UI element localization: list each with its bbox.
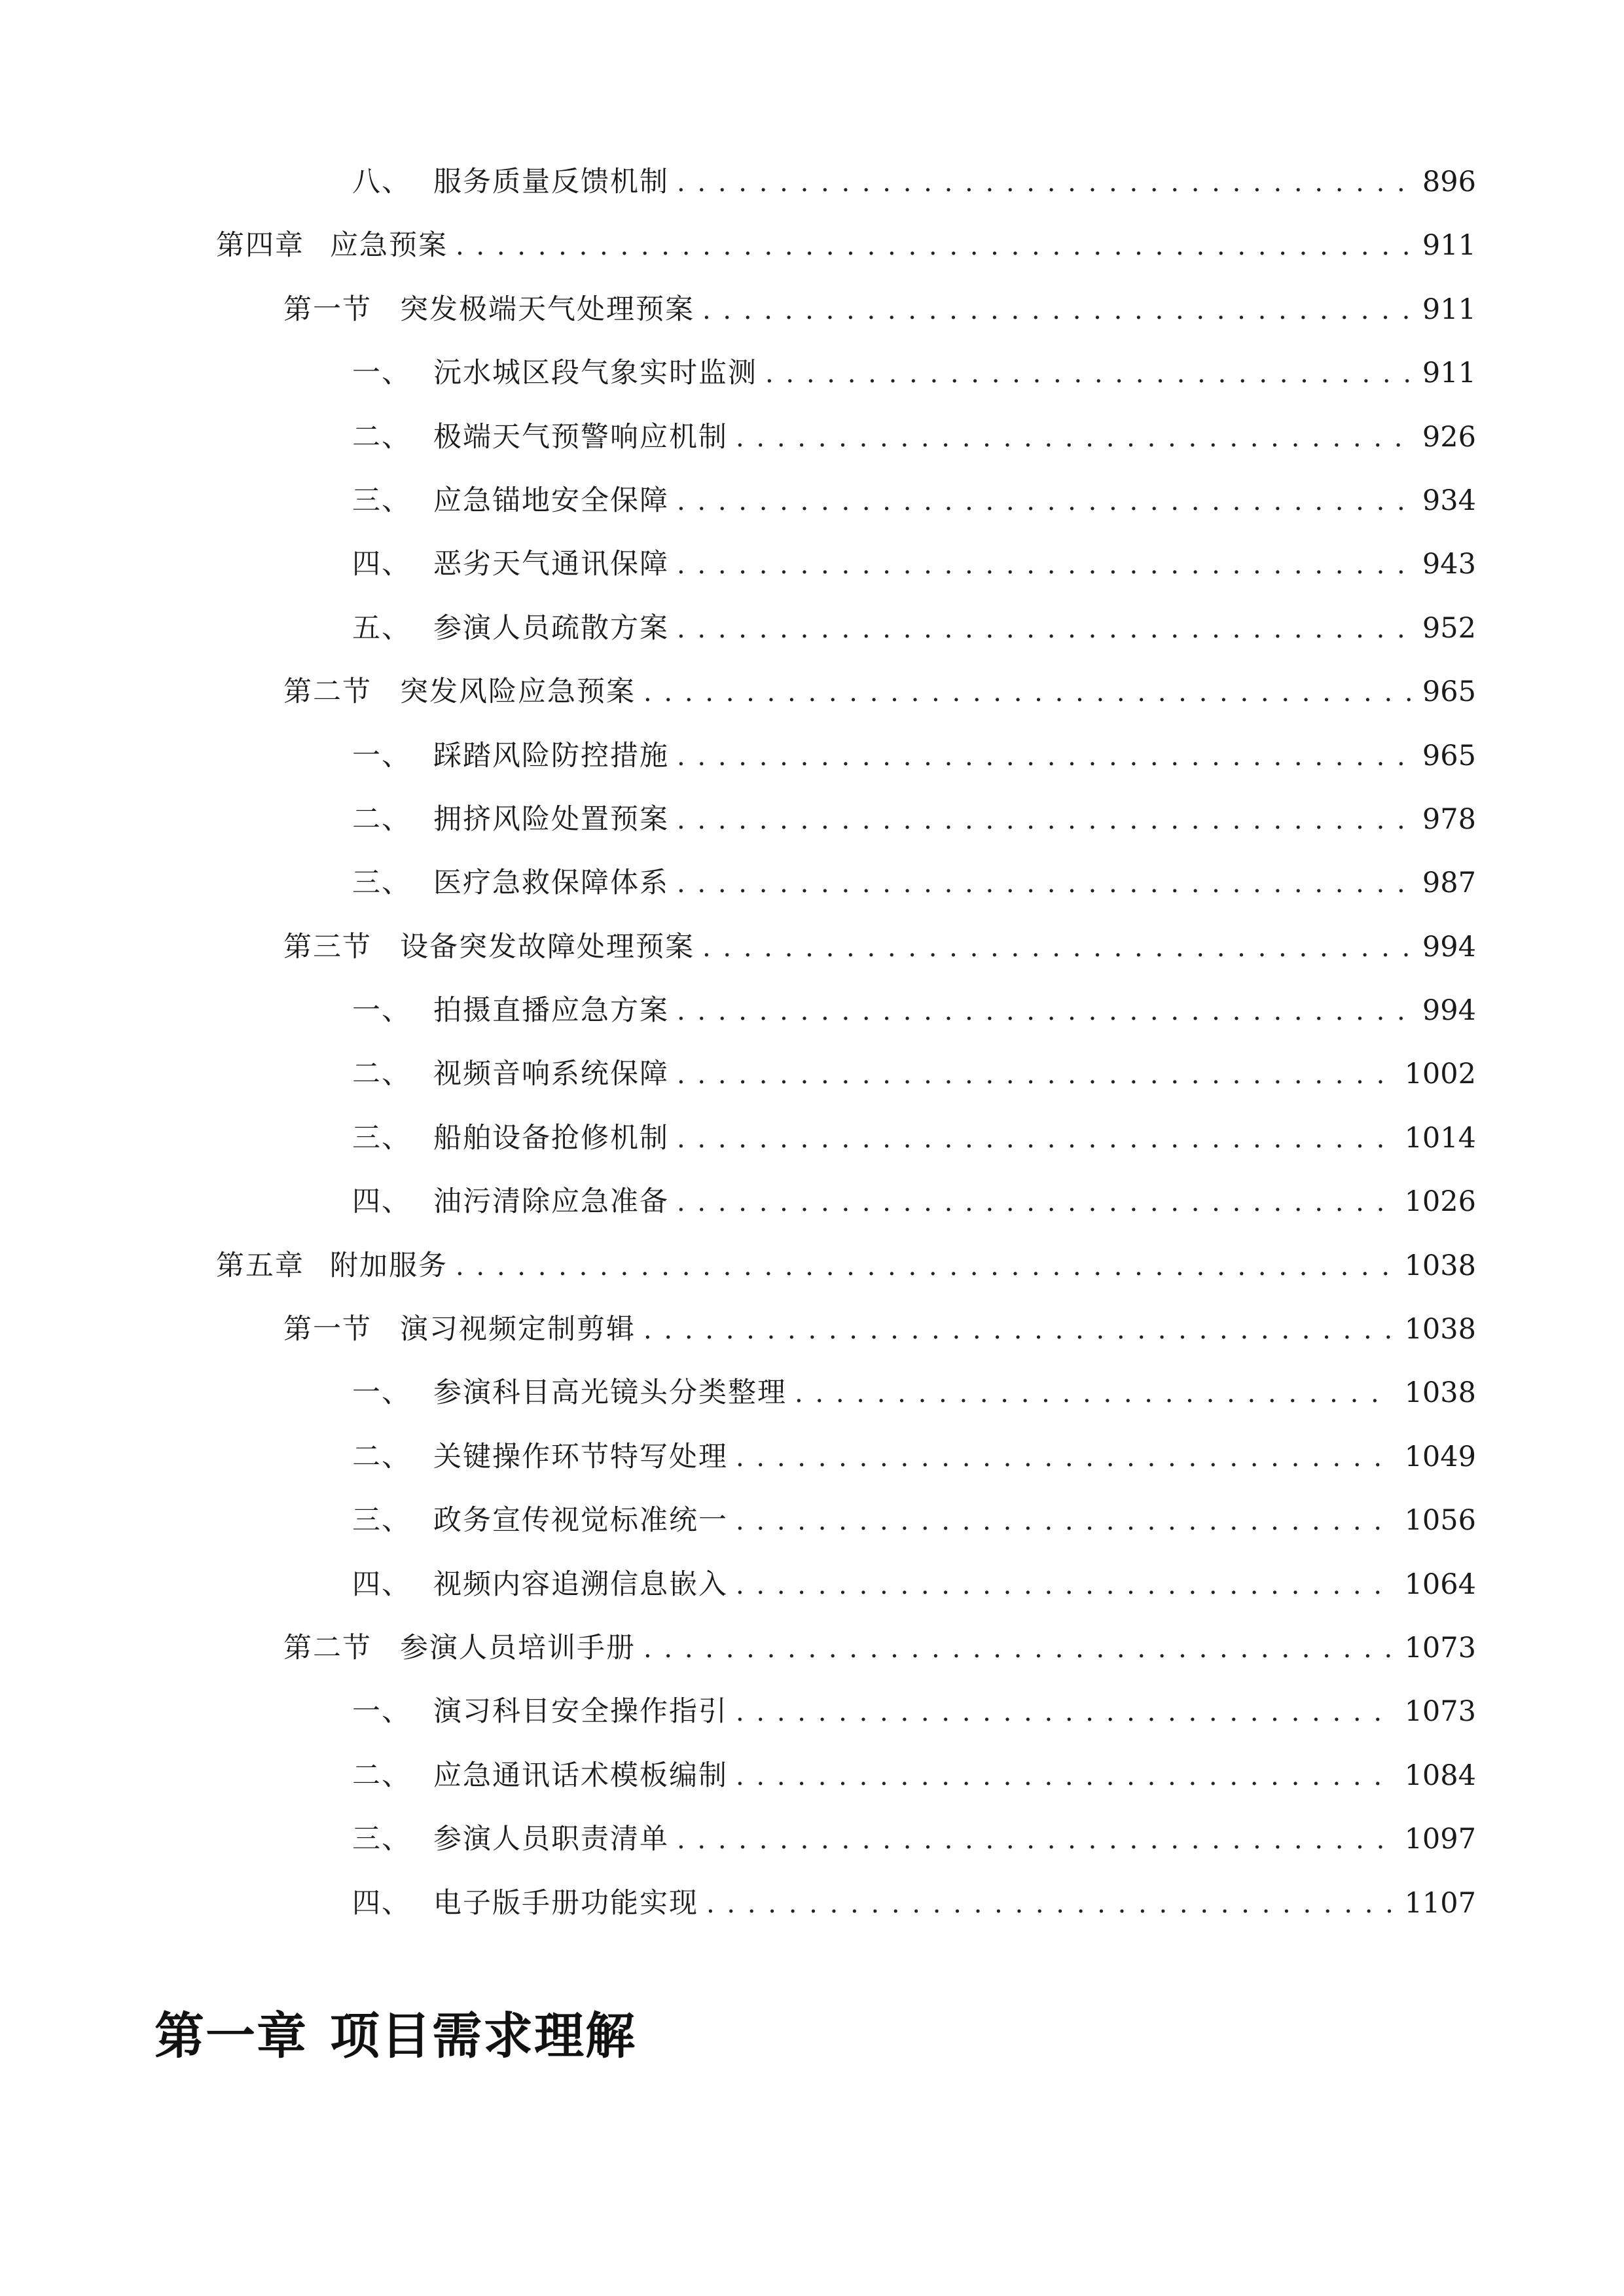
toc-entry-number: 二、 <box>352 420 411 454</box>
toc-page-number: 1038 <box>1404 1249 1476 1282</box>
toc-page-number: 1107 <box>1404 1886 1476 1920</box>
toc-entry-number: 四、 <box>352 1185 411 1219</box>
toc-entry[interactable] <box>216 342 1476 405</box>
toc-dot-leader <box>456 1235 1393 1299</box>
table-of-contents <box>216 151 1476 1935</box>
toc-entry-label <box>352 533 669 596</box>
toc-entry[interactable] <box>216 1553 1476 1617</box>
toc-entry-label <box>352 979 669 1043</box>
toc-entry-label <box>352 1680 728 1744</box>
chapter-heading-number: 第一章 <box>154 2007 308 2065</box>
toc-dot-leader <box>702 916 1411 980</box>
toc-entry-number: 第五章 <box>216 1249 304 1282</box>
toc-dot-leader <box>736 1490 1393 1553</box>
toc-page-number: 965 <box>1422 739 1476 772</box>
toc-entry-label <box>352 1043 669 1106</box>
toc-entry[interactable] <box>216 1808 1476 1871</box>
toc-entry-title: 突发极端天气处理预案 <box>400 293 695 326</box>
toc-entry-title: 踩踏风险防控措施 <box>433 739 669 772</box>
toc-entry[interactable] <box>216 1361 1476 1425</box>
toc-entry[interactable] <box>216 533 1476 596</box>
toc-dot-leader <box>795 1362 1393 1426</box>
chapter-heading <box>154 1996 636 2068</box>
toc-page-number: 926 <box>1422 420 1476 454</box>
toc-entry-label <box>352 597 669 660</box>
toc-page-number: 943 <box>1422 548 1476 581</box>
toc-entry[interactable] <box>216 1043 1476 1106</box>
toc-entry-label <box>352 852 669 915</box>
toc-entry-number: 第一节 <box>283 1313 372 1346</box>
toc-entry[interactable] <box>216 1170 1476 1234</box>
toc-entry-number: 二、 <box>352 1440 411 1473</box>
toc-entry-label <box>352 1872 698 1935</box>
toc-entry-label <box>352 1107 669 1170</box>
toc-dot-leader <box>677 533 1411 597</box>
toc-dot-leader <box>677 1171 1393 1234</box>
toc-entry-label <box>283 660 636 724</box>
toc-page-number: 1097 <box>1404 1823 1476 1856</box>
toc-entry[interactable] <box>216 214 1476 278</box>
toc-entry-title: 附加服务 <box>330 1249 448 1282</box>
toc-entry-title: 沅水城区段气象实时监测 <box>433 357 757 390</box>
toc-entry-number: 一、 <box>352 1695 411 1729</box>
toc-entry-label <box>352 1553 728 1617</box>
toc-entry[interactable] <box>216 1489 1476 1552</box>
toc-entry-number: 第二节 <box>283 1631 372 1664</box>
toc-page-number: 1084 <box>1404 1759 1476 1792</box>
toc-entry-label <box>283 1617 636 1680</box>
toc-entry-title: 政务宣传视觉标准统一 <box>433 1504 728 1537</box>
toc-entry[interactable] <box>216 597 1476 660</box>
toc-entry-title: 油污清除应急准备 <box>433 1185 669 1219</box>
toc-entry[interactable] <box>216 725 1476 788</box>
toc-entry-label <box>352 725 669 788</box>
toc-entry[interactable] <box>216 469 1476 533</box>
toc-entry-label <box>216 1234 448 1298</box>
toc-entry[interactable] <box>216 916 1476 979</box>
toc-entry-title: 服务质量反馈机制 <box>433 166 669 198</box>
toc-entry-label <box>352 1489 728 1552</box>
toc-page-number: 1064 <box>1404 1568 1476 1601</box>
toc-entry-title: 参演人员培训手册 <box>400 1631 636 1664</box>
toc-entry-number: 四、 <box>352 548 411 581</box>
toc-page-number: 896 <box>1422 166 1476 198</box>
toc-entry-title: 恶劣天气通讯保障 <box>433 548 669 581</box>
toc-entry[interactable] <box>216 979 1476 1043</box>
toc-entry-number: 一、 <box>352 357 411 390</box>
toc-page-number: 994 <box>1422 930 1476 963</box>
toc-entry-number: 二、 <box>352 802 411 836</box>
toc-page-number: 952 <box>1422 611 1476 645</box>
toc-entry[interactable] <box>216 406 1476 469</box>
toc-page-number: 1049 <box>1404 1440 1476 1473</box>
toc-entry-number: 三、 <box>352 867 411 900</box>
toc-entry[interactable] <box>216 151 1476 214</box>
toc-entry-number: 二、 <box>352 1058 411 1091</box>
toc-entry-label <box>283 278 695 342</box>
toc-entry[interactable] <box>216 660 1476 724</box>
toc-dot-leader <box>736 1745 1393 1808</box>
toc-entry[interactable] <box>216 1744 1476 1808</box>
toc-page-number: 1002 <box>1404 1058 1476 1091</box>
toc-dot-leader <box>736 1554 1393 1617</box>
toc-page-number: 965 <box>1422 675 1476 709</box>
toc-entry-title: 参演人员职责清单 <box>433 1823 669 1856</box>
toc-entry-title: 视频音响系统保障 <box>433 1058 669 1091</box>
toc-page-number: 911 <box>1422 357 1476 390</box>
toc-entry-title: 拥挤风险处置预案 <box>433 802 669 836</box>
toc-entry-number: 三、 <box>352 1504 411 1537</box>
toc-page-number: 1038 <box>1404 1376 1476 1410</box>
toc-entry-label <box>352 406 728 469</box>
toc-entry[interactable] <box>216 1298 1476 1361</box>
toc-dot-leader <box>736 1681 1393 1744</box>
toc-dot-leader <box>643 1617 1393 1681</box>
toc-page-number: 1073 <box>1404 1631 1476 1664</box>
toc-entry-title: 演习视频定制剪辑 <box>400 1313 636 1346</box>
toc-entry-label <box>216 214 448 278</box>
toc-entry-number: 第三节 <box>283 930 372 963</box>
toc-entry-title: 突发风险应急预案 <box>400 675 636 709</box>
toc-dot-leader <box>736 406 1411 470</box>
toc-dot-leader <box>765 342 1411 406</box>
toc-entry-title: 极端天气预警响应机制 <box>433 420 728 454</box>
toc-entry-number: 二、 <box>352 1759 411 1792</box>
toc-page-number: 1026 <box>1404 1185 1476 1219</box>
toc-dot-leader <box>643 661 1411 725</box>
toc-page-number: 994 <box>1422 994 1476 1028</box>
toc-entry-title: 船舶设备抢修机制 <box>433 1121 669 1155</box>
toc-entry-label <box>352 1808 669 1871</box>
toc-entry[interactable] <box>216 1617 1476 1680</box>
toc-page-number: 911 <box>1422 293 1476 326</box>
toc-dot-leader <box>677 151 1411 215</box>
toc-entry[interactable] <box>216 1234 1476 1298</box>
toc-entry[interactable] <box>216 1680 1476 1744</box>
toc-entry-label <box>352 151 669 214</box>
toc-dot-leader <box>677 1043 1393 1107</box>
toc-dot-leader <box>643 1299 1393 1362</box>
toc-entry-label <box>352 1426 728 1489</box>
toc-dot-leader <box>456 215 1411 278</box>
toc-entry-title: 应急锚地安全保障 <box>433 484 669 517</box>
toc-entry-number: 五、 <box>352 611 411 645</box>
toc-entry-label <box>352 469 669 533</box>
toc-entry-label <box>283 916 695 979</box>
toc-page-number: 987 <box>1422 867 1476 900</box>
toc-dot-leader <box>677 1107 1393 1171</box>
toc-entry-label <box>352 1361 787 1425</box>
chapter-heading-title: 项目需求理解 <box>330 2007 636 2065</box>
toc-entry-title: 参演科目高光镜头分类整理 <box>433 1376 787 1410</box>
toc-entry-number: 四、 <box>352 1568 411 1601</box>
toc-page-number: 1014 <box>1404 1121 1476 1155</box>
toc-entry-label <box>352 1744 728 1808</box>
toc-entry-title: 演习科目安全操作指引 <box>433 1695 728 1729</box>
toc-entry-title: 医疗急救保障体系 <box>433 867 669 900</box>
toc-dot-leader <box>736 1426 1393 1490</box>
toc-dot-leader <box>677 470 1411 533</box>
toc-dot-leader <box>677 1808 1393 1872</box>
toc-entry-number: 一、 <box>352 739 411 772</box>
toc-entry[interactable] <box>216 852 1476 915</box>
toc-entry-label <box>283 1298 636 1361</box>
toc-page-number: 978 <box>1422 802 1476 836</box>
toc-entry-number: 四、 <box>352 1886 411 1920</box>
toc-entry-label <box>352 1170 669 1234</box>
toc-entry-number: 一、 <box>352 1376 411 1410</box>
toc-entry-label <box>352 788 669 852</box>
toc-entry-number: 三、 <box>352 1823 411 1856</box>
toc-page-number: 1038 <box>1404 1313 1476 1346</box>
toc-entry-number: 三、 <box>352 484 411 517</box>
toc-entry-title: 电子版手册功能实现 <box>433 1886 698 1920</box>
toc-entry-title: 应急预案 <box>330 229 448 262</box>
toc-entry-label <box>352 342 757 405</box>
toc-entry-number: 八、 <box>352 166 411 198</box>
toc-dot-leader <box>706 1873 1393 1936</box>
toc-page-number: 1073 <box>1404 1695 1476 1729</box>
toc-entry-number: 第一节 <box>283 293 372 326</box>
toc-page-number: 934 <box>1422 484 1476 517</box>
toc-entry[interactable] <box>216 1426 1476 1489</box>
toc-entry[interactable] <box>216 1107 1476 1170</box>
toc-entry[interactable] <box>216 788 1476 852</box>
toc-page-number: 911 <box>1422 229 1476 262</box>
toc-entry-number: 三、 <box>352 1121 411 1155</box>
toc-page-number: 1056 <box>1404 1504 1476 1537</box>
toc-entry-title: 拍摄直播应急方案 <box>433 994 669 1028</box>
toc-entry-number: 一、 <box>352 994 411 1028</box>
toc-dot-leader <box>677 980 1411 1043</box>
toc-entry-number: 第四章 <box>216 229 304 262</box>
toc-dot-leader <box>677 725 1411 789</box>
toc-dot-leader <box>702 279 1411 342</box>
toc-entry-title: 设备突发故障处理预案 <box>400 930 695 963</box>
toc-entry[interactable] <box>216 1872 1476 1935</box>
toc-dot-leader <box>677 852 1411 916</box>
toc-dot-leader <box>677 789 1411 852</box>
toc-entry-title: 应急通讯话术模板编制 <box>433 1759 728 1792</box>
toc-entry-title: 关键操作环节特写处理 <box>433 1440 728 1473</box>
toc-entry-number: 第二节 <box>283 675 372 709</box>
toc-dot-leader <box>677 598 1411 661</box>
toc-entry-title: 视频内容追溯信息嵌入 <box>433 1568 728 1601</box>
toc-entry-title: 参演人员疏散方案 <box>433 611 669 645</box>
toc-entry[interactable] <box>216 278 1476 342</box>
